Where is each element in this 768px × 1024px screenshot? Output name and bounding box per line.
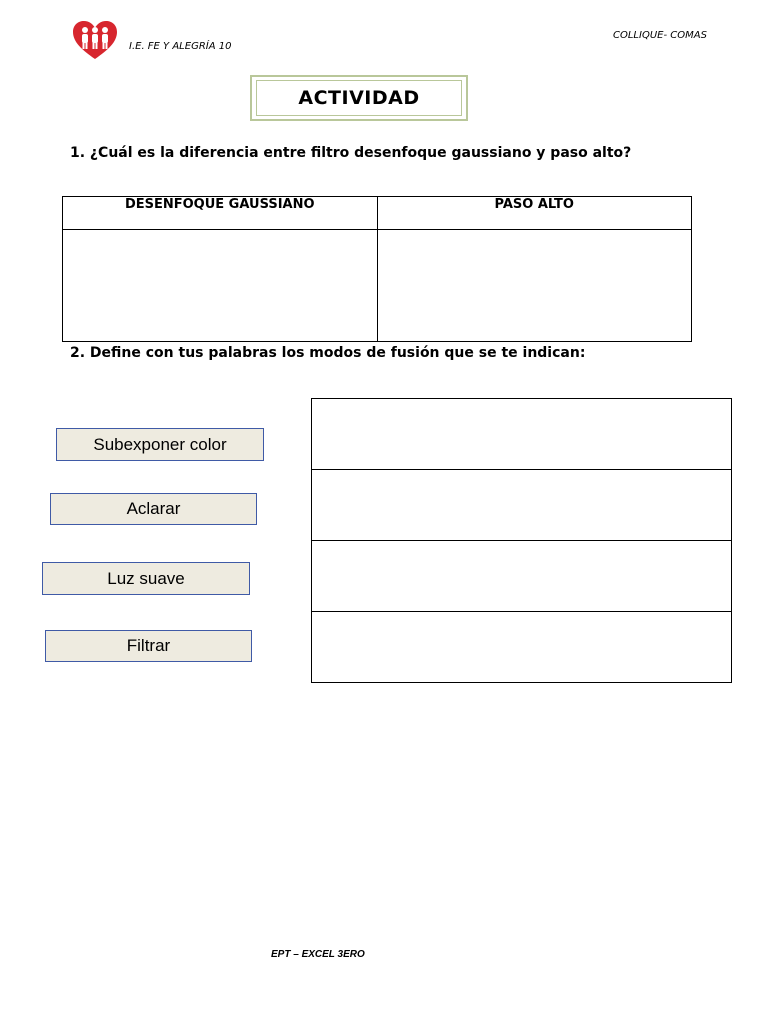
column-header-gaussian: DESENFOQUE GAUSSIANO — [63, 197, 378, 230]
question-2: 2. Define con tus palabras los modos de fusión que se te indican: — [70, 345, 586, 361]
definition-box[interactable] — [311, 541, 732, 612]
column-header-high-pass: PASO ALTO — [377, 197, 692, 230]
comparison-table — [62, 196, 692, 342]
school-location: COLLIQUE- COMAS — [613, 30, 707, 41]
answer-cell-high-pass[interactable] — [377, 230, 692, 342]
footer-text: EPT – EXCEL 3ERO — [271, 949, 365, 960]
definition-box[interactable] — [311, 398, 732, 470]
mode-label-subexponer-color: Subexponer color — [56, 428, 264, 461]
definition-boxes — [311, 398, 732, 683]
page-title: ACTIVIDAD — [256, 80, 462, 116]
school-logo — [72, 20, 118, 60]
school-name: I.E. FE Y ALEGRÍA 10 — [129, 41, 232, 52]
question-1: 1. ¿Cuál es la diferencia entre filtro desenfoque gaussiano y paso alto? — [70, 145, 632, 161]
mode-label-luz-suave: Luz suave — [42, 562, 250, 595]
definition-box[interactable] — [311, 612, 732, 683]
definition-box[interactable] — [311, 470, 732, 541]
answer-cell-gaussian[interactable] — [63, 230, 378, 342]
mode-label-aclarar: Aclarar — [50, 493, 257, 525]
mode-label-filtrar: Filtrar — [45, 630, 252, 662]
